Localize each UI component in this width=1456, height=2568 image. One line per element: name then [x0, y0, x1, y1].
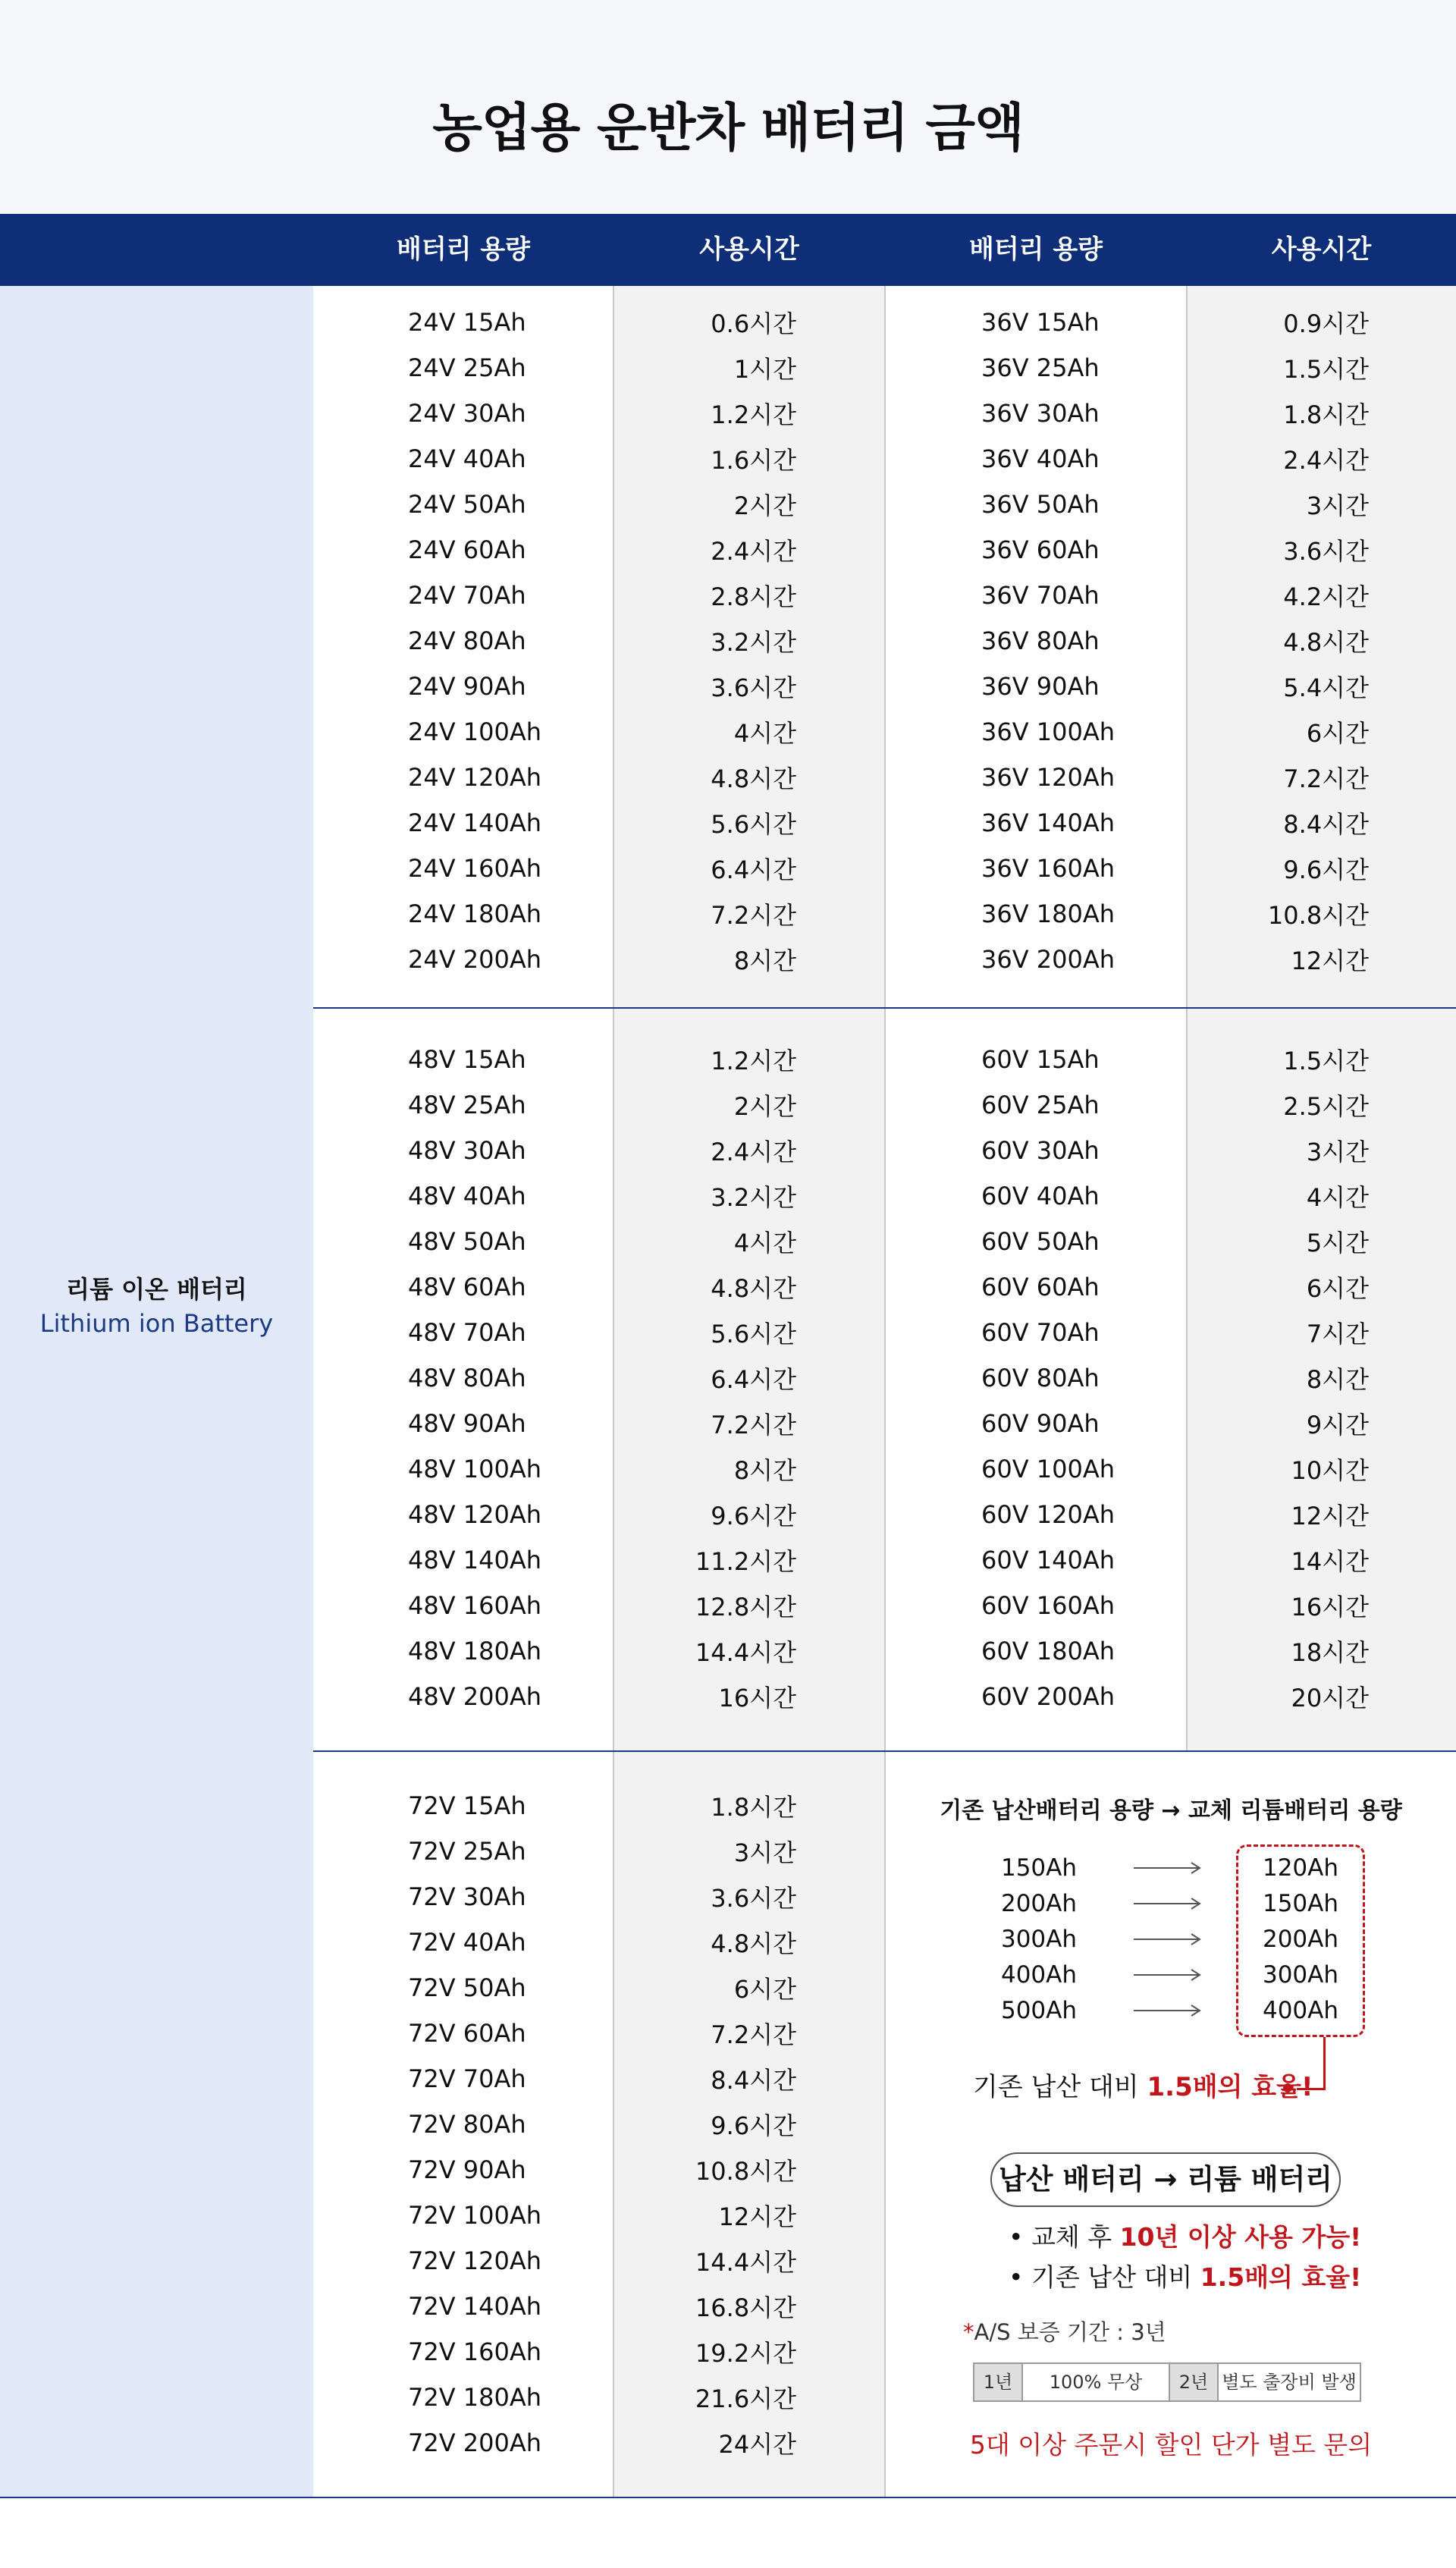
hours-cell: 10.8시간 — [695, 2157, 796, 2186]
bullet-efficiency-prefix: • 기존 납산 대비 — [1009, 2262, 1200, 2292]
capacity-cell: 36V 90Ah — [981, 672, 1100, 701]
capacity-cell: 60V 15Ah — [981, 1045, 1100, 1074]
capacity-cell: 60V 25Ah — [981, 1091, 1100, 1119]
capacity-cell: 72V 140Ah — [408, 2292, 542, 2321]
hours-cell: 0.6시간 — [711, 309, 796, 338]
hours-cell: 3.6시간 — [711, 673, 796, 702]
capacity-cell: 48V 15Ah — [408, 1045, 526, 1074]
capacity-cell: 36V 15Ah — [981, 308, 1100, 337]
capacity-cell: 60V 120Ah — [981, 1500, 1116, 1529]
capacity-cell: 48V 160Ah — [408, 1591, 542, 1620]
capacity-cell: 72V 50Ah — [408, 1973, 526, 2002]
capacity-cell: 24V 25Ah — [408, 353, 526, 382]
capacity-cell: 24V 50Ah — [408, 490, 526, 519]
hours-cell: 5.6시간 — [711, 810, 796, 839]
hours-cell: 9.6시간 — [711, 2111, 796, 2140]
capacity-cell: 60V 100Ah — [981, 1455, 1116, 1483]
bullet-efficiency-highlight: 1.5배의 효율! — [1200, 2262, 1362, 2292]
hours-cell: 14.4시간 — [695, 2248, 796, 2277]
capacity-cell: 24V 120Ah — [408, 763, 542, 792]
hours-cell: 5.4시간 — [1283, 673, 1369, 702]
hours-cell: 3.2시간 — [711, 1183, 796, 1212]
page-title: 농업용 운반차 배터리 금액 — [432, 99, 1024, 159]
capacity-cell: 24V 90Ah — [408, 672, 526, 701]
arrow-right-icon — [1134, 1895, 1202, 1913]
lead-acid-capacity: 300Ah — [1000, 1926, 1078, 1953]
capacity-cell: 72V 180Ah — [408, 2383, 542, 2412]
hours-cell: 1.5시간 — [1283, 355, 1369, 384]
capacity-cell: 36V 30Ah — [981, 399, 1100, 428]
capacity-cell: 72V 200Ah — [408, 2428, 542, 2457]
hours-cell: 6.4시간 — [711, 1365, 796, 1394]
hours-cell: 20시간 — [1291, 1684, 1369, 1713]
hours-cell: 4시간 — [733, 719, 796, 748]
warranty-year-2-text: 별도 출장비 발생 — [1222, 2372, 1357, 2393]
hours-cell: 6시간 — [733, 1975, 796, 2004]
hours-cell: 12시간 — [718, 2202, 796, 2231]
capacity-cell: 24V 80Ah — [408, 626, 526, 655]
hours-cell: 12시간 — [1291, 947, 1369, 975]
capacity-cell: 24V 60Ah — [408, 535, 526, 564]
hours-cell: 2.4시간 — [711, 1138, 796, 1166]
hours-cell: 6시간 — [1306, 719, 1369, 748]
capacity-cell: 36V 120Ah — [981, 763, 1116, 792]
hours-cell: 18시간 — [1291, 1638, 1369, 1667]
capacity-cell: 36V 100Ah — [981, 717, 1116, 746]
hours-cell: 4.2시간 — [1283, 582, 1369, 611]
table-header — [0, 214, 1456, 286]
title-banner — [0, 0, 1456, 214]
hours-cell: 24시간 — [718, 2430, 796, 2459]
hours-cell: 1.2시간 — [711, 1047, 796, 1075]
hours-cell: 3.6시간 — [1283, 537, 1369, 566]
hours-cell: 2시간 — [733, 491, 796, 520]
hours-cell: 3시간 — [733, 1838, 796, 1867]
capacity-cell: 48V 40Ah — [408, 1182, 526, 1210]
header-hours-1: 사용시간 — [699, 234, 799, 265]
capacity-cell: 72V 60Ah — [408, 2019, 526, 2048]
capacity-cell: 60V 40Ah — [981, 1182, 1100, 1210]
capacity-cell: 60V 90Ah — [981, 1409, 1100, 1438]
lead-acid-capacity: 150Ah — [1000, 1854, 1078, 1882]
lithium-capacity: 150Ah — [1262, 1890, 1339, 1917]
hours-cell: 11.2시간 — [695, 1547, 796, 1576]
hours-cell: 16.8시간 — [695, 2293, 796, 2322]
capacity-cell: 24V 200Ah — [408, 945, 542, 974]
hours-cell: 8시간 — [733, 947, 796, 975]
hours-cell: 1시간 — [733, 355, 796, 384]
hours-cell: 9.6시간 — [711, 1502, 796, 1530]
replacement-title: 기존 납산배터리 용량 → 교체 리튬배터리 용량 — [940, 1797, 1402, 1824]
asterisk: * — [963, 2319, 974, 2345]
hours-cell: 16시간 — [1291, 1593, 1369, 1621]
hours-cell: 1.5시간 — [1283, 1047, 1369, 1075]
efficiency-prefix: 기존 납산 대비 — [973, 2072, 1147, 2102]
capacity-cell: 36V 80Ah — [981, 626, 1100, 655]
header-capacity-2: 배터리 용량 — [968, 234, 1103, 265]
hours-cell: 3.6시간 — [711, 1884, 796, 1913]
capacity-cell: 72V 70Ah — [408, 2064, 526, 2093]
hours-cell: 4.8시간 — [711, 1274, 796, 1303]
block-separator — [313, 1007, 1456, 1009]
hours-cell: 9시간 — [1306, 1411, 1369, 1439]
capacity-cell: 60V 180Ah — [981, 1637, 1116, 1665]
capacity-cell: 36V 25Ah — [981, 353, 1100, 382]
capacity-cell: 24V 180Ah — [408, 899, 542, 928]
capacity-cell: 48V 140Ah — [408, 1546, 542, 1574]
hours-cell: 0.9시간 — [1283, 309, 1369, 338]
capacity-cell: 60V 70Ah — [981, 1318, 1100, 1347]
hours-cell: 4시간 — [1306, 1183, 1369, 1212]
capacity-cell: 60V 60Ah — [981, 1273, 1100, 1301]
switch-pill: 납산 배터리 → 리튬 배터리 — [990, 2152, 1341, 2207]
bulk-order-note: 5대 이상 주문시 할인 단가 별도 문의 — [969, 2430, 1373, 2460]
warranty-year-2: 2년 — [1170, 2364, 1219, 2400]
bullet-lifespan-highlight: 10년 이상 사용 가능! — [1119, 2222, 1362, 2252]
hours-cell: 2.5시간 — [1283, 1092, 1369, 1121]
capacity-cell: 48V 25Ah — [408, 1091, 526, 1119]
capacity-cell: 72V 160Ah — [408, 2337, 542, 2366]
hours-cell: 4시간 — [733, 1229, 796, 1257]
capacity-cell: 48V 120Ah — [408, 1500, 542, 1529]
hours-cell: 8시간 — [733, 1456, 796, 1485]
capacity-cell: 36V 40Ah — [981, 444, 1100, 473]
capacity-cell: 48V 90Ah — [408, 1409, 526, 1438]
hours-cell: 7.2시간 — [1283, 764, 1369, 793]
capacity-cell: 72V 30Ah — [408, 1882, 526, 1911]
hours-cell: 2.4시간 — [711, 537, 796, 566]
capacity-cell: 72V 40Ah — [408, 1928, 526, 1957]
capacity-cell: 24V 70Ah — [408, 581, 526, 610]
capacity-cell: 72V 90Ah — [408, 2155, 526, 2184]
lithium-capacity: 400Ah — [1262, 1997, 1339, 2024]
hours-cell: 9.6시간 — [1283, 855, 1369, 884]
capacity-cell: 36V 60Ah — [981, 535, 1100, 564]
hours-cell: 4.8시간 — [711, 764, 796, 793]
bullet-efficiency — [1009, 2261, 1361, 2294]
category-sidebar — [0, 286, 313, 2497]
hours-cell: 1.8시간 — [1283, 400, 1369, 429]
capacity-cell: 24V 40Ah — [408, 444, 526, 473]
bullet-lifespan-prefix: • 교체 후 — [1009, 2222, 1120, 2252]
as-warranty-text: A/S 보증 기간 : 3년 — [974, 2319, 1166, 2345]
warranty-table — [973, 2362, 1361, 2402]
table-bottom-border — [0, 2497, 1456, 2498]
capacity-cell: 24V 140Ah — [408, 808, 542, 837]
capacity-cell: 48V 50Ah — [408, 1227, 526, 1256]
capacity-cell: 24V 15Ah — [408, 308, 526, 337]
hours-cell: 8.4시간 — [1283, 810, 1369, 839]
capacity-cell: 48V 70Ah — [408, 1318, 526, 1347]
lead-acid-capacity: 200Ah — [1000, 1890, 1078, 1917]
capacity-cell: 24V 100Ah — [408, 717, 542, 746]
lithium-capacity: 300Ah — [1262, 1961, 1339, 1989]
capacity-cell: 24V 160Ah — [408, 854, 542, 883]
hours-cell: 8시간 — [1306, 1365, 1369, 1394]
arrow-right-icon — [1134, 2001, 1202, 2020]
hours-cell: 7시간 — [1306, 1320, 1369, 1348]
efficiency-note — [973, 2070, 1313, 2104]
hours-cell: 3시간 — [1306, 491, 1369, 520]
capacity-cell: 72V 25Ah — [408, 1837, 526, 1866]
capacity-cell: 48V 80Ah — [408, 1364, 526, 1392]
capacity-cell: 48V 200Ah — [408, 1682, 542, 1711]
hours-cell: 4.8시간 — [711, 1929, 796, 1958]
warranty-year-1-text: 100% 무상 — [1023, 2364, 1170, 2400]
capacity-cell: 72V 100Ah — [408, 2201, 542, 2230]
hours-cell: 2시간 — [733, 1092, 796, 1121]
arrow-right-icon — [1134, 1966, 1202, 1984]
lithium-capacity: 120Ah — [1262, 1854, 1339, 1882]
arrow-right-icon — [1134, 1859, 1202, 1877]
hours-cell: 5.6시간 — [711, 1320, 796, 1348]
capacity-cell: 36V 140Ah — [981, 808, 1116, 837]
hours-cell: 10.8시간 — [1267, 901, 1369, 930]
hours-cell: 1.6시간 — [711, 446, 796, 475]
hours-cell: 16시간 — [718, 1684, 796, 1713]
hours-cell: 5시간 — [1306, 1229, 1369, 1257]
hours-cell: 4.8시간 — [1283, 628, 1369, 657]
divider-line — [884, 286, 886, 2497]
capacity-cell: 24V 30Ah — [408, 399, 526, 428]
hours-cell: 8.4시간 — [711, 2066, 796, 2095]
hours-cell: 6시간 — [1306, 1274, 1369, 1303]
block-separator — [313, 1750, 1456, 1752]
capacity-cell: 60V 50Ah — [981, 1227, 1100, 1256]
category-label-ko: 리튬 이온 배터리 — [66, 1275, 247, 1304]
capacity-cell: 60V 30Ah — [981, 1136, 1100, 1165]
hours-cell: 14시간 — [1291, 1547, 1369, 1576]
bullet-lifespan — [1009, 2221, 1361, 2254]
capacity-cell: 48V 180Ah — [408, 1637, 542, 1665]
hours-cell: 12.8시간 — [695, 1593, 796, 1621]
capacity-cell: 36V 160Ah — [981, 854, 1116, 883]
lead-acid-capacity: 400Ah — [1000, 1961, 1078, 1989]
header-hours-2: 사용시간 — [1271, 234, 1372, 265]
capacity-cell: 36V 50Ah — [981, 490, 1100, 519]
capacity-cell: 60V 140Ah — [981, 1546, 1116, 1574]
hours-cell: 14.4시간 — [695, 1638, 796, 1667]
capacity-cell: 72V 120Ah — [408, 2246, 542, 2275]
hours-cell: 1.2시간 — [711, 400, 796, 429]
hours-cell: 10시간 — [1291, 1456, 1369, 1485]
category-label-en: Lithium ion Battery — [39, 1309, 274, 1338]
capacity-cell: 60V 80Ah — [981, 1364, 1100, 1392]
capacity-cell: 48V 100Ah — [408, 1455, 542, 1483]
capacity-cell: 48V 30Ah — [408, 1136, 526, 1165]
hours-cell: 7.2시간 — [711, 1411, 796, 1439]
header-capacity-1: 배터리 용량 — [396, 234, 531, 265]
lithium-capacity: 200Ah — [1262, 1926, 1339, 1953]
hours-cell: 19.2시간 — [695, 2339, 796, 2368]
hours-cell: 3시간 — [1306, 1138, 1369, 1166]
hours-cell: 21.6시간 — [695, 2384, 796, 2413]
capacity-cell: 48V 60Ah — [408, 1273, 526, 1301]
capacity-cell: 60V 200Ah — [981, 1682, 1116, 1711]
lead-acid-capacity: 500Ah — [1000, 1997, 1078, 2024]
lithium-capacity-highlight-box — [1236, 1844, 1365, 2037]
hours-cell: 12시간 — [1291, 1502, 1369, 1530]
capacity-cell: 60V 160Ah — [981, 1591, 1116, 1620]
capacity-cell: 72V 15Ah — [408, 1791, 526, 1820]
warranty-year-1: 1년 — [974, 2364, 1023, 2400]
hours-cell: 1.8시간 — [711, 1793, 796, 1822]
arrow-right-icon — [1134, 1930, 1202, 1948]
capacity-cell: 36V 180Ah — [981, 899, 1116, 928]
as-warranty-note — [963, 2317, 1166, 2347]
efficiency-highlight: 1.5배의 효율! — [1147, 2072, 1313, 2102]
capacity-cell: 72V 80Ah — [408, 2110, 526, 2139]
capacity-cell: 36V 200Ah — [981, 945, 1116, 974]
hours-cell: 3.2시간 — [711, 628, 796, 657]
hours-cell: 2.8시간 — [711, 582, 796, 611]
hours-cell: 6.4시간 — [711, 855, 796, 884]
hours-cell: 7.2시간 — [711, 2020, 796, 2049]
capacity-cell: 36V 70Ah — [981, 581, 1100, 610]
hours-cell: 7.2시간 — [711, 901, 796, 930]
hours-cell: 2.4시간 — [1283, 446, 1369, 475]
